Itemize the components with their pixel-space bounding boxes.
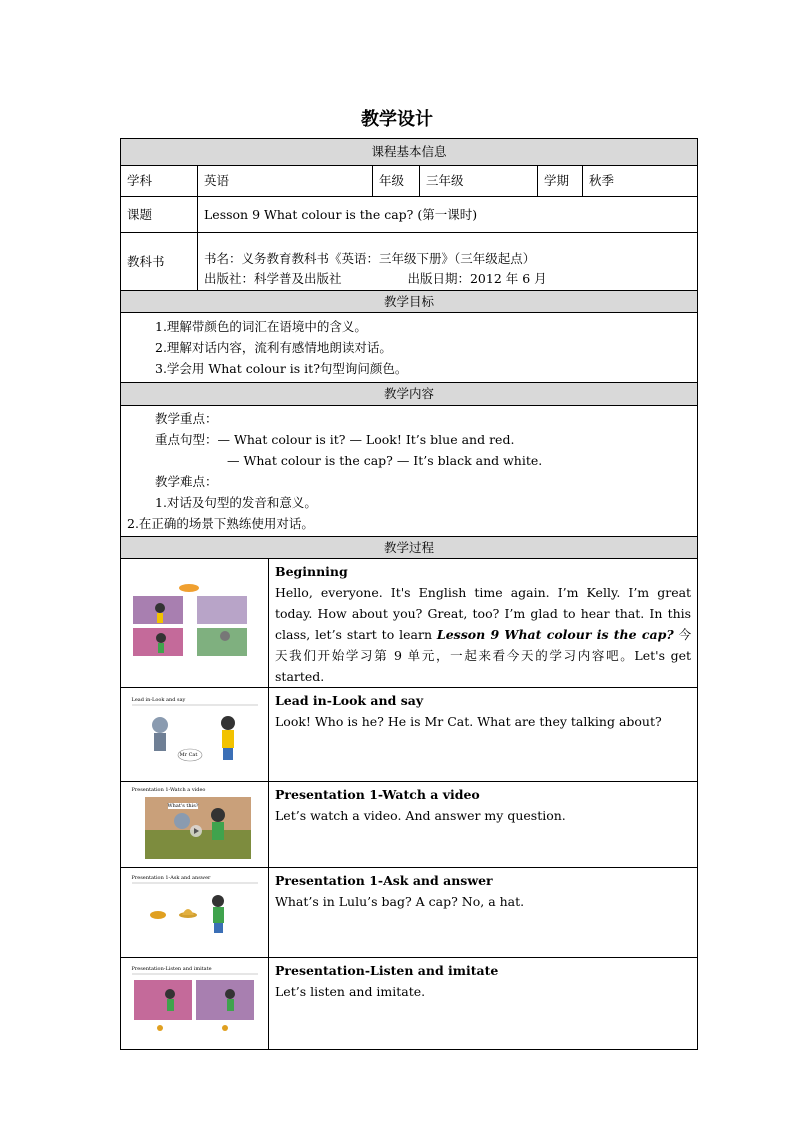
objective-item: 3.学会用 What colour is it?句型询问颜色。 xyxy=(155,361,408,376)
topic-label: 课题 xyxy=(121,197,198,233)
section-header-content: 教学内容 xyxy=(121,383,698,406)
slide-caption: Lead in-Look and say xyxy=(131,696,186,703)
step-title: Presentation-Listen and imitate xyxy=(275,963,499,978)
difficulty-item: 2.在正确的场景下熟练使用对话。 xyxy=(127,516,314,531)
key-pattern-1: 重点句型：— What colour is it? — Look! It’s blue and red. xyxy=(155,432,515,447)
objective-item: 2.理解对话内容，流利有感情地朗读对话。 xyxy=(155,340,392,355)
step-title: Presentation 1-Ask and answer xyxy=(275,873,493,888)
step-title: Presentation 1-Watch a video xyxy=(275,787,480,802)
difficulty-item: 1.对话及句型的发音和意义。 xyxy=(155,495,317,510)
section-header-process: 教学过程 xyxy=(121,537,698,559)
step-thumbnail xyxy=(121,958,269,1050)
textbook-label: 教科书 xyxy=(121,233,198,291)
objectives-body xyxy=(121,313,698,383)
step-text: Look! Who is he? He is Mr Cat. What are they talking about? xyxy=(275,714,662,729)
key-points-label: 教学重点： xyxy=(155,411,218,426)
section-header-objectives: 教学目标 xyxy=(121,291,698,313)
lead-in-slide-image xyxy=(130,695,260,775)
grade-label: 年级 xyxy=(373,166,420,197)
key-pattern-2: — What colour is the cap? — It’s black and white. xyxy=(227,453,543,468)
difficulty-label: 教学难点： xyxy=(155,474,218,489)
speech-bubble-label: What's this? xyxy=(167,802,199,809)
step-content xyxy=(269,868,698,958)
publisher: 出版社：科学普及出版社 xyxy=(204,270,342,286)
step-title: Lead in-Look and say xyxy=(275,693,424,708)
slide-caption: Presentation-Listen and imitate xyxy=(131,965,212,972)
subject-value: 英语 xyxy=(198,166,373,197)
subject-label: 学科 xyxy=(121,166,198,197)
listen-imitate-slide-image xyxy=(130,964,260,1044)
step-thumbnail xyxy=(121,688,269,782)
lesson-plan-table xyxy=(120,138,698,1050)
textbook-name: 书名：义务教育教科书《英语：三年级下册》（三年级起点） xyxy=(204,250,536,266)
classroom-scene-image xyxy=(127,580,257,660)
step-content xyxy=(269,782,698,868)
term-label: 学期 xyxy=(538,166,583,197)
video-slide-image xyxy=(130,785,260,865)
step-text: What’s in Lulu’s bag? A cap? No, a hat. xyxy=(275,894,525,909)
step-text: Let’s watch a video. And answer my question. xyxy=(275,808,566,823)
term-value: 秋季 xyxy=(583,166,698,197)
topic-value: Lesson 9 What colour is the cap? (第一课时) xyxy=(198,197,698,233)
textbook-info xyxy=(198,233,698,291)
ask-answer-slide-image xyxy=(130,873,260,953)
step-thumbnail xyxy=(121,782,269,868)
slide-caption: Presentation 1-Ask and answer xyxy=(131,874,211,881)
step-title: Beginning xyxy=(275,564,348,579)
slide-caption: Presentation 1-Watch a video xyxy=(131,786,206,793)
pub-date: 出版日期：2012 年 6 月 xyxy=(407,270,547,286)
step-content xyxy=(269,958,698,1050)
objective-item: 1.理解带颜色的词汇在语境中的含义。 xyxy=(155,319,367,334)
step-content xyxy=(269,688,698,782)
grade-value: 三年级 xyxy=(420,166,538,197)
step-thumbnail xyxy=(121,559,269,688)
step-thumbnail xyxy=(121,868,269,958)
lesson-title-emphasis: Lesson 9 What colour is the cap? xyxy=(436,627,674,642)
step-text: Let’s listen and imitate. xyxy=(275,984,426,999)
page-title: 教学设计 xyxy=(361,109,433,130)
section-header-basic: 课程基本信息 xyxy=(121,139,698,166)
step-content xyxy=(269,559,698,688)
publisher-line xyxy=(204,269,691,289)
speech-bubble-label: Mr Cat xyxy=(179,751,198,758)
step-text: Hello, everyone. It's English time again. I’m Kelly. I’m great today. How about you? Great, too? I’m glad to hear that. In this class, let’s start to learn Lesson 9 What colour is the cap? 今天我们开始学习第 9 单元，一起来看今天的学习内容吧。Let's get started. xyxy=(275,585,692,684)
content-body xyxy=(121,406,698,537)
